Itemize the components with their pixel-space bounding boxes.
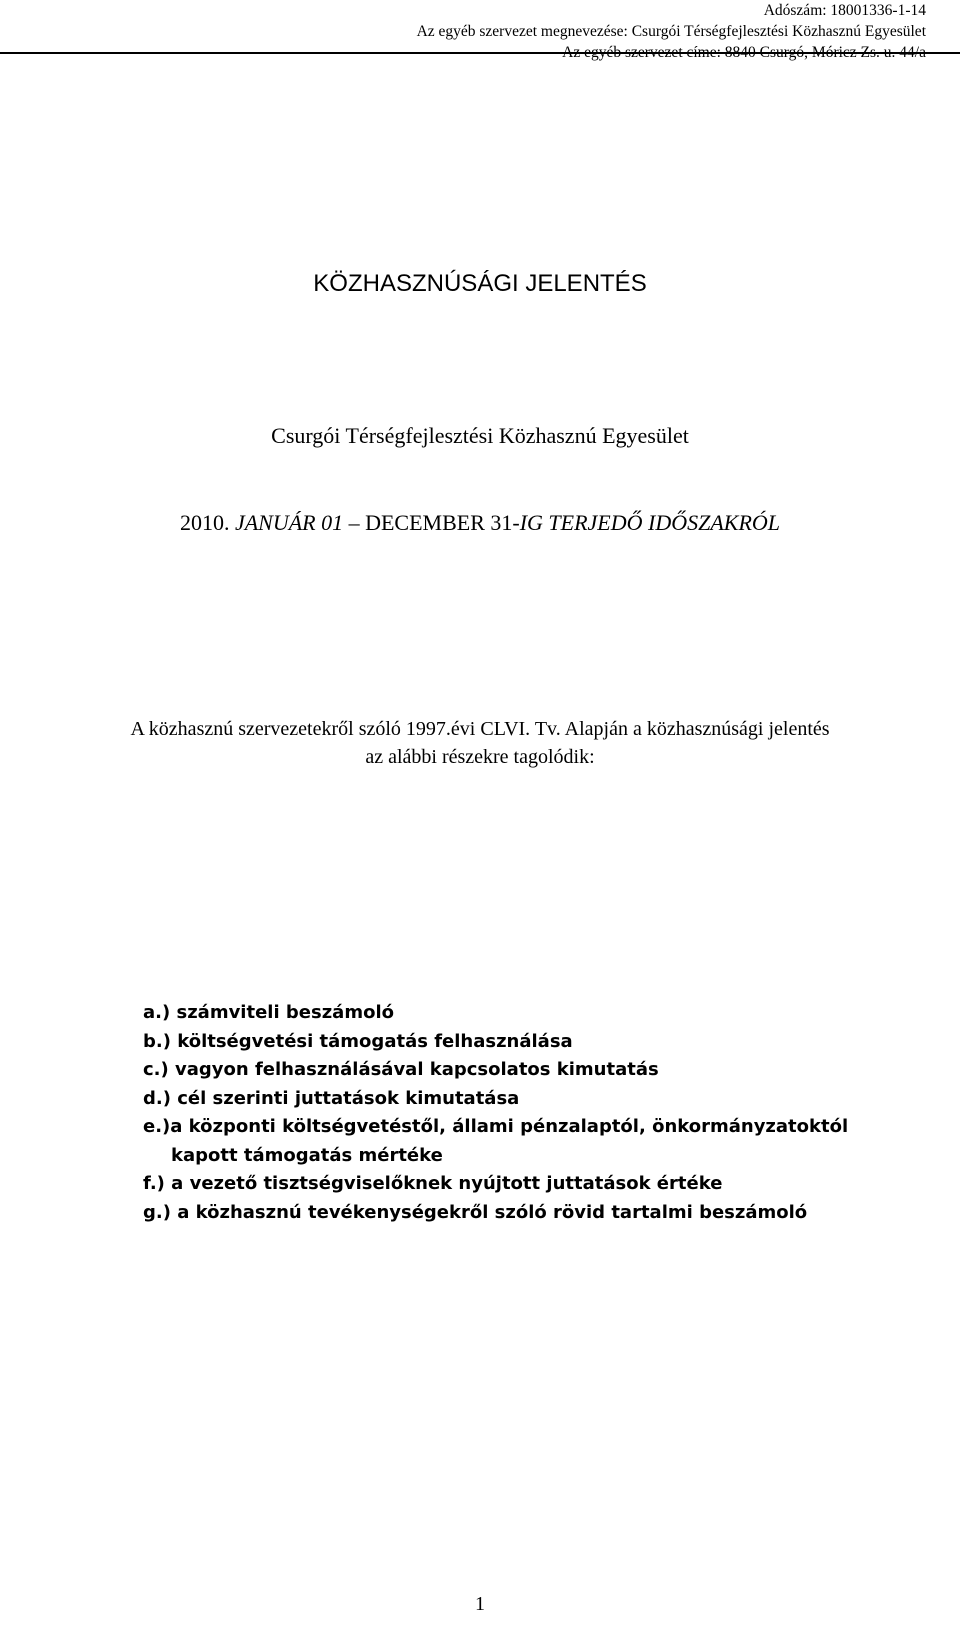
intro-line-2: az alábbi részekre tagolódik: bbox=[365, 746, 595, 768]
organization-title: Csurgói Térségfejlesztési Közhasznú Egyesület bbox=[271, 423, 689, 448]
list-item: a.) számviteli beszámoló bbox=[143, 1002, 394, 1023]
intro-paragraph bbox=[0, 715, 960, 771]
tax-number: Adószám: 18001336-1-14 bbox=[763, 2, 926, 19]
list-item: c.) vagyon felhasználásával kapcsolatos kimutatás bbox=[143, 1059, 659, 1080]
header-divider bbox=[0, 52, 960, 54]
organization-name-line: Az egyéb szervezet megnevezése: Csurgói Térségfejlesztési Közhasznú Egyesület bbox=[416, 23, 926, 40]
organization-address-line: Az egyéb szervezet címe: 8840 Csurgó, Móricz Zs. u. 44/a bbox=[562, 44, 926, 61]
intro-line-1: A közhasznú szervezetekről szóló 1997.évi CLVI. Tv. Alapján a közhasznúsági jelentés bbox=[130, 718, 830, 740]
list-item: f.) a vezető tisztségviselőknek nyújtott juttatások értéke bbox=[143, 1173, 723, 1194]
list-item: d.) cél szerinti juttatások kimutatása bbox=[143, 1087, 520, 1109]
period-suffix: -IG TERJEDŐ IDŐSZAKRÓL bbox=[512, 510, 781, 535]
report-title: KÖZHASZNÚSÁGI JELENTÉS bbox=[313, 270, 647, 297]
list-item: g.) a közhasznú tevékenységekről szóló rövid tartalmi beszámoló bbox=[143, 1201, 808, 1223]
reporting-period bbox=[0, 510, 960, 536]
list-item: b.) költségvetési támogatás felhasználása bbox=[143, 1030, 573, 1052]
period-start: JANUÁR 01 bbox=[234, 510, 344, 535]
list-item-continuation: kapott támogatás mértéke bbox=[171, 1144, 443, 1166]
page-number: 1 bbox=[475, 1593, 485, 1615]
period-end: – DECEMBER 31 bbox=[348, 510, 513, 535]
period-year: 2010. bbox=[179, 510, 230, 535]
section-list bbox=[143, 999, 848, 1227]
list-item: e.)a központi költségvetéstől, állami pénzalaptól, önkormányzatoktól bbox=[143, 1116, 849, 1137]
